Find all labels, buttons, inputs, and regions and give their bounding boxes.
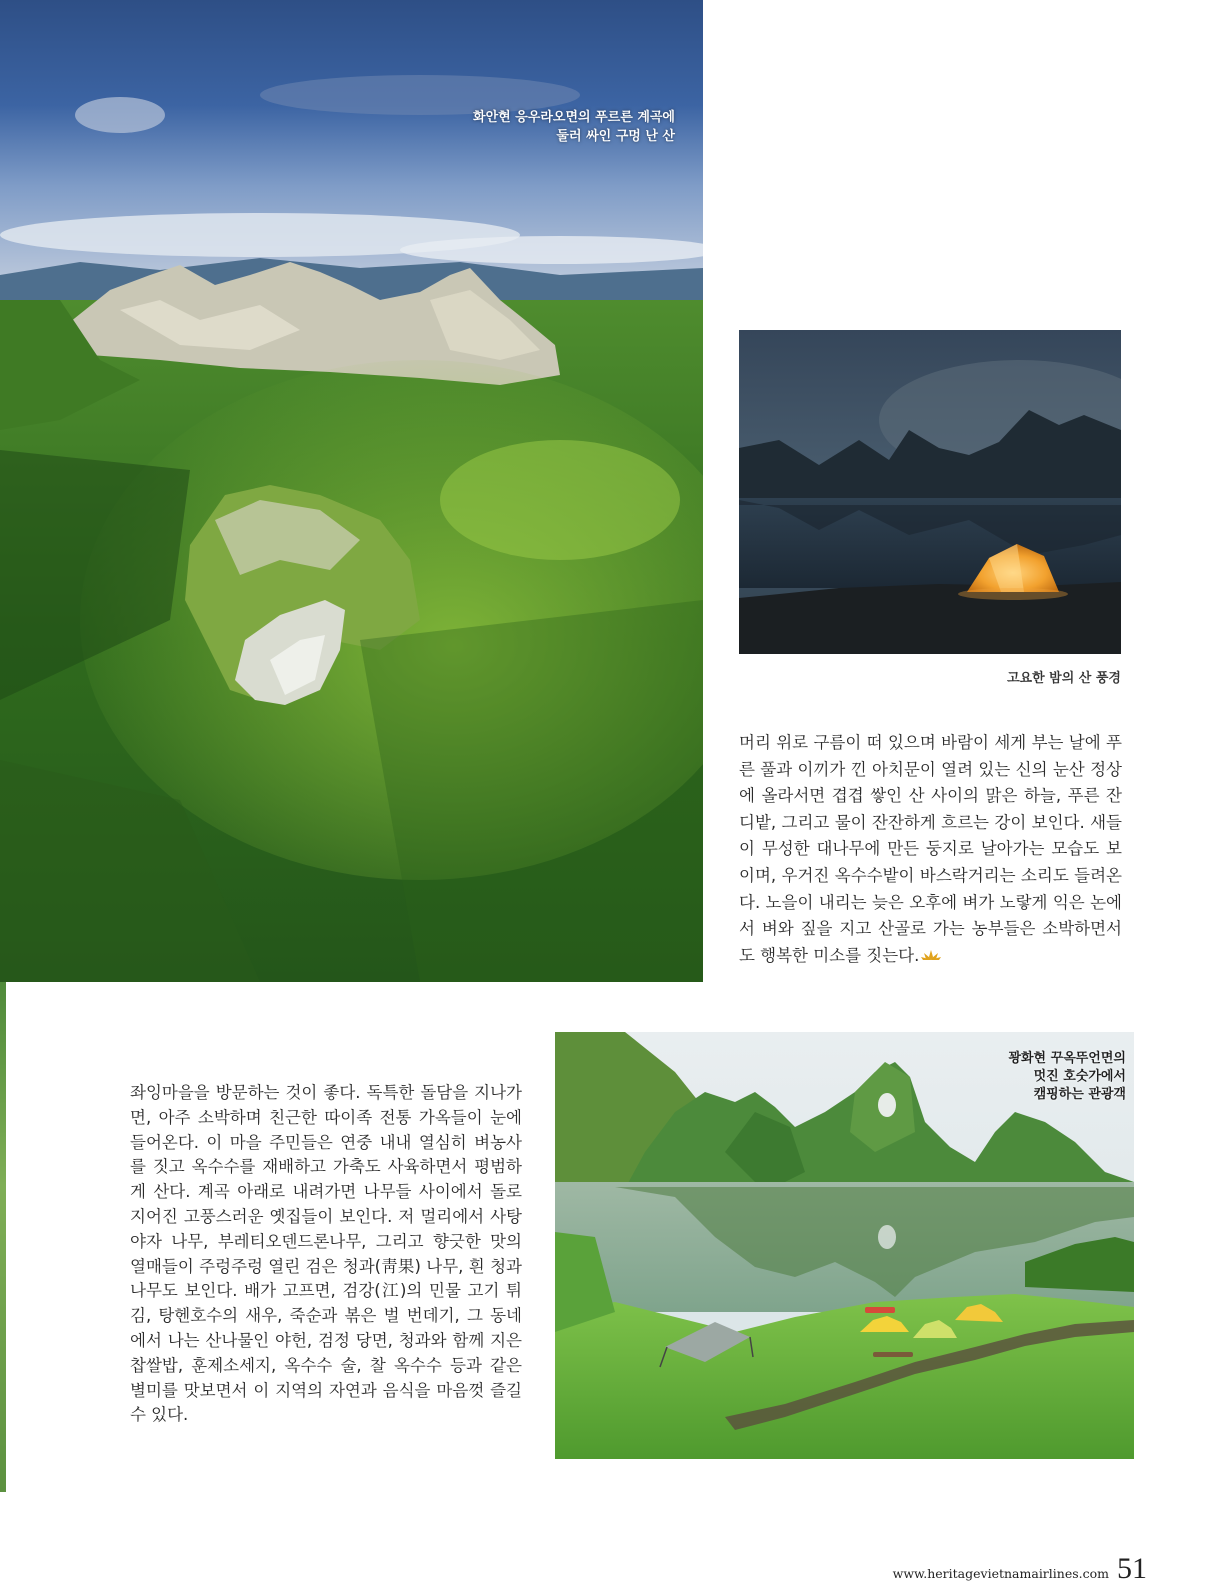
article-paragraph-left: 좌잉마을을 방문하는 것이 좋다. 독특한 돌담을 지나가면, 아주 소박하며 친근한 따이족 전통 가옥들이 눈에 들어온다. 이 마을 주민들은 연중 내내 열심히 벼농사를 짓고 옥수수를 재배하고 가축도 사육하면서 평범하게 산다. 계곡 아래로 내려가면 나무들 사이에서 돌로 지어진 고풍스러운 옛집들이 보인다. 저 멀리에서 사탕야자 나무, 부레티오덴드론나무, 그리고 향긋한 맛의 열매들이 주렁주렁 열린 검은 청과(靑果) 나무, 흰 청과 나무도 보인다. 배가 고프면, 검강(江)의 민물 고기 튀김, 탕헨호수의 새우, 죽순과 볶은 벌 번데기, 그 동네에서 나는 산나물인 야헌, 검정 당면, 청과와 함께 지은 찹쌀밥, 훈제소세지, 옥수수 술, 찰 옥수수 등과 같은 별미를 맛보면서 이 지역의 자연과 음식을 마음껏 즐길 수 있다.: [130, 1083, 522, 1425]
left-photo-edge-strip: [0, 982, 6, 1492]
aerial-mountain-photo: [0, 0, 703, 982]
page-number: 51: [1117, 1552, 1147, 1585]
aerial-caption-line-1: 화안현 응우라오면의 푸르른 계곡에: [473, 110, 675, 125]
aerial-mountain-image: [0, 0, 703, 982]
article-paragraph-right-text: 머리 위로 구름이 떠 있으며 바람이 세게 부는 날에 푸른 풀과 이끼가 낀 아치문이 열려 있는 신의 눈산 정상에 올라서면 겹겹 쌓인 산 사이의 맑은 하늘, 푸른 잔디밭, 그리고 물이 잔잔하게 흐르는 강이 보인다. 새들이 무성한 대나무에 만든 둥지로 날아가는 모습도 보이며, 우거진 옥수수밭이 바스락거리는 소리도 들려온다. 노을이 내리는 늦은 오후에 벼가 노랗게 익은 논에서 벼와 짚을 지고 산골로 가는 농부들은 소박하면서도 행복한 미소를 짓는다.: [739, 733, 1122, 965]
lake-caption-line-3: 캠핑하는 관광객: [1033, 1087, 1126, 1102]
lake-photo-caption: [1008, 1050, 1126, 1104]
lake-camping-photo: [555, 1032, 1134, 1459]
night-photo-caption: 고요한 밤의 산 풍경: [1006, 671, 1121, 686]
lotus-end-mark-icon: [921, 949, 941, 961]
aerial-photo-caption: [473, 108, 675, 146]
article-paragraph-right: [739, 730, 1122, 969]
aerial-caption-line-2: 둘러 싸인 구멍 난 산: [556, 129, 675, 144]
page-footer: [893, 1552, 1147, 1586]
footer-website-link[interactable]: www.heritagevietnamairlines.com: [892, 1566, 1109, 1581]
night-tent-image: [739, 330, 1121, 654]
lake-caption-line-1: 꽝화현 꾸옥뚜언면의: [1008, 1051, 1126, 1066]
lake-caption-line-2: 멋진 호숫가에서: [1033, 1069, 1126, 1084]
night-tent-photo: [739, 330, 1121, 654]
